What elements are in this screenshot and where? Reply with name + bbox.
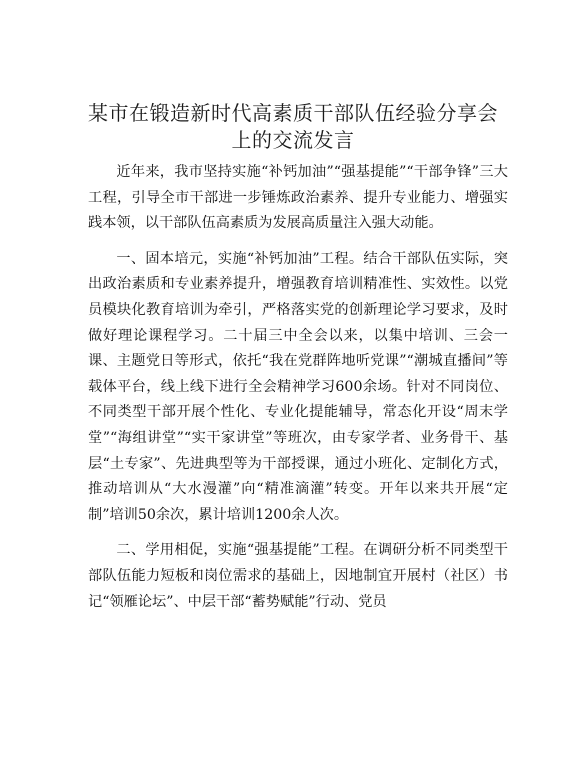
document-title: 某市在锻造新时代高素质干部队伍经验分享会上的交流发言: [88, 101, 498, 152]
paragraph-intro: 近年来，我市坚持实施“补钙加油”“强基提能”“干部争锋”三大工程，引导全市干部进一步锤炼政治素养、提升专业能力、增强实践本领，以干部队伍高素质为发展高质量注入强大动能。: [88, 164, 508, 232]
paragraph-section-1: 一、固本培元，实施“补钙加油”工程。结合干部队伍实际，突出政治素质和专业素养提升，增强教育培训精准性、实效性。以党员模块化教育培训为牵引，严格落实党的创新理论学习要求，及时做好理论课程学习。二十届三中全会以来，以集中培训、三会一课、主题党日等形式，依托“我在党群阵地听党课”“潮城直播间”等载体平台，线上线下进行全会精神学习600余场。针对不同岗位、不同类型干部开展个性化、专业化提能辅导，常态化开设“周末学堂”“海组讲堂”“实干家讲堂”等班次，由专家学者、业务骨干、基层“土专家”、先进典型等为干部授课，通过小班化、定制化方式，推动培训从“大水漫灌”向“精准滴灌”转变。开年以来共开展“定制”培训50余次，累计培训1200余人次。: [88, 250, 508, 523]
document-body: [88, 160, 508, 615]
paragraph-section-2: 二、学用相促，实施“强基提能”工程。在调研分析不同类型干部队伍能力短板和岗位需求的基础上，因地制宜开展村（社区）书记“领雁论坛”、中层干部“蓄势赋能”行动、党员: [88, 542, 508, 610]
